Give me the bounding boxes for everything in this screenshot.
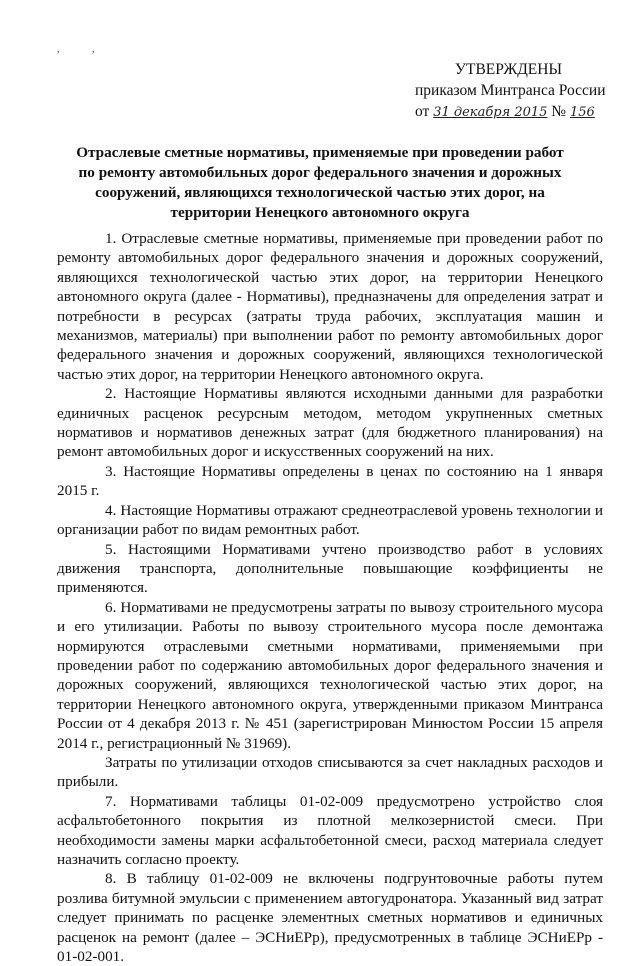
- approval-block: [415, 59, 615, 123]
- approval-heading: УТВЕРЖДЕНЫ: [455, 61, 562, 78]
- paragraph-2: 2. Настоящие Нормативы являются исходными данными для разработки единичных расценок ресурсным методом, методом укрупненных сметных нормативов и нормативов денежных затрат (для бюджетного планирования) на ремонт автомобильных дорог и искусственных сооружений на них.: [57, 385, 603, 461]
- date-prefix: от: [415, 103, 430, 120]
- paragraph-6-note: Затраты по утилизации отходов списываются за счет накладных расходов и прибыли.: [57, 753, 603, 791]
- corner-mark: ,: [92, 44, 95, 55]
- paragraph-5: 5. Настоящими Нормативами учтено производство работ в условиях движения транспорта, дополнительные повышающие коэффициенты не применяются.: [57, 540, 603, 597]
- paragraph-3: 3. Настоящие Нормативы определены в ценах по состоянию на 1 января 2015 г.: [57, 462, 603, 500]
- corner-marks: [57, 44, 125, 55]
- paragraph-1: 1. Отраслевые сметные нормативы, применяемые при проведении работ по ремонту автомобильных дорог федерального значения и дорожных сооружений, являющихся технологической частью этих дорог, на территории Ненецкого автономного округа (далее - Нормативы), предназначены для определения затрат и потребности в ресурсах (затраты труда рабочих, эксплуатация машин и механизмов, материалы) при выполнении работ по ремонту автомобильных дорог федерального значения и дорожных сооружений, являющихся технологической частью этих дорог, на территории Ненецкого автономного округа.: [57, 230, 603, 383]
- paragraph-4: 4. Настоящие Нормативы отражают среднеотраслевой уровень технологии и организации работ по видам ремонтных работ.: [57, 501, 603, 539]
- paragraph-8: 8. В таблицу 01-02-009 не включены подгрунтовочные работы путем розлива битумной эмульсии с применением автогудронатора. Указанный вид затрат следует принимать по расценке элементных сметных нормативов и единичных расценок на ремонт (далее – ЭСНиЕРр), предусмотренных в таблице ЭСНиЕРр - 01-02-001.: [57, 870, 603, 966]
- handwritten-number: 156: [569, 105, 595, 120]
- approval-order: приказом Минтранса России: [415, 82, 606, 99]
- handwritten-date: 31 декабря 2015: [433, 105, 548, 120]
- paragraph-7: 7. Нормативами таблицы 01-02-009 предусмотрено устройство слоя асфальтобетонного покрытия из плотной мелкозернистой смеси. При необходимости замены марки асфальтобетонной смеси, расход материала следует назначить согласно проекту.: [57, 792, 603, 868]
- approval-date-line: [415, 101, 615, 123]
- document-title: Отраслевые сметные нормативы, применяемые при проведении работ по ремонту автомобильных дорог федерального значения и дорожных сооружений, являющихся технологической частью этих дорог, на территории Ненецкого автономного округа: [76, 144, 564, 221]
- corner-mark: ,: [57, 44, 60, 55]
- paragraph-6: 6. Нормативами не предусмотрены затраты по вывозу строительного мусора и его утилизации. Работы по вывозу строительного мусора после демонтажа нормируются отраслевыми сметными нормативами, применяемыми при проведении работ по содержанию автомобильных дорог федерального значения и дорожных сооружений, являющихся технологической частью этих дорог, на территории Ненецкого автономного округа, утвержденными приказом Минтранса России от 4 декабря 2013 г. № 451 (зарегистрирован Минюстом России 15 апреля 2014 г., регистрационный № 31969).: [57, 598, 603, 752]
- number-prefix: №: [551, 103, 567, 120]
- document-body: [57, 229, 603, 966]
